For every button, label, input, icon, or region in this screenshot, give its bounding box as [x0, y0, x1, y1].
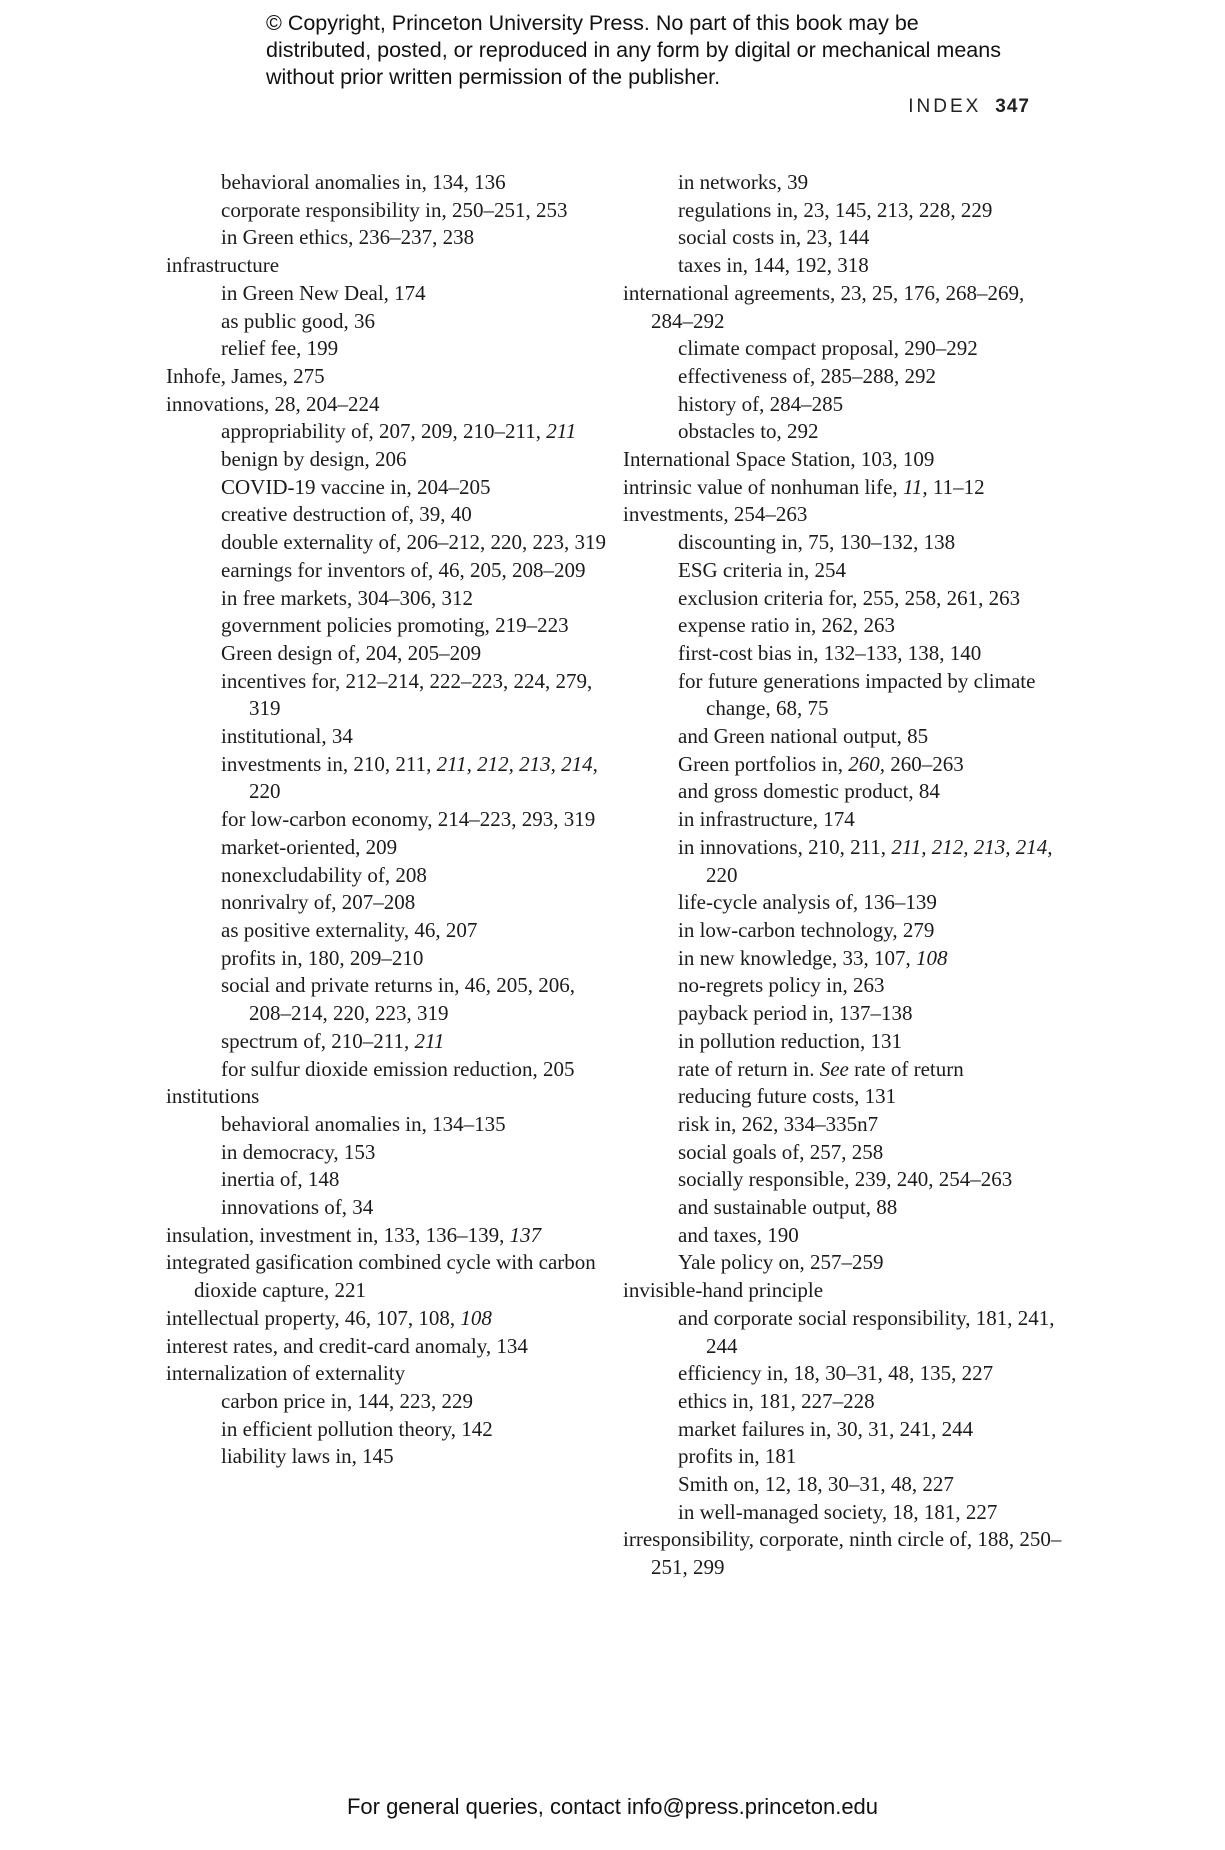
entry-text: investments in, 210, 211, [221, 751, 437, 776]
entry-text: nonexcludability of, 208 [221, 862, 427, 887]
entry-text-after: rate of return [848, 1056, 964, 1081]
index-subentry [166, 1111, 606, 1139]
entry-text: Yale policy on, 257–259 [678, 1250, 884, 1275]
entry-text: taxes in, 144, 192, 318 [678, 253, 869, 278]
index-entry [623, 446, 1063, 474]
entry-text: International Space Station, 103, 109 [623, 447, 935, 472]
entry-text: for future generations impacted by climate change, 68, 75 [678, 668, 1036, 721]
entry-text: internalization of externality [166, 1361, 406, 1386]
index-column-right [623, 169, 1063, 1582]
entry-text: in infrastructure, 174 [678, 807, 855, 832]
index-subentry [623, 224, 1063, 252]
entry-text: first-cost bias in, 132–133, 138, 140 [678, 640, 982, 665]
index-subentry [166, 862, 606, 890]
index-subentry [623, 1305, 1063, 1360]
index-subentry [623, 806, 1063, 834]
index-subentry [166, 1028, 606, 1056]
index-subentry [166, 723, 606, 751]
index-subentry [166, 668, 606, 723]
index-subentry [623, 668, 1063, 723]
entry-italic-ref: 108 [915, 945, 948, 970]
entry-text: and sustainable output, 88 [678, 1195, 898, 1220]
entry-text: life-cycle analysis of, 136–139 [678, 890, 937, 915]
entry-text: social costs in, 23, 144 [678, 225, 870, 250]
index-subentry [623, 1139, 1063, 1167]
entry-text: Green design of, 204, 205–209 [221, 640, 482, 665]
index-subentry [623, 1111, 1063, 1139]
entry-text: exclusion criteria for, 255, 258, 261, 263 [678, 585, 1021, 610]
entry-text: innovations, 28, 204–224 [166, 391, 380, 416]
entry-text: market failures in, 30, 31, 241, 244 [678, 1416, 974, 1441]
index-subentry [166, 972, 606, 1027]
entry-text: carbon price in, 144, 223, 229 [221, 1388, 473, 1413]
entry-text-after: 220 [706, 862, 738, 887]
index-subentry [623, 1360, 1063, 1388]
entry-text: in efficient pollution theory, 142 [221, 1416, 493, 1441]
entry-italic-ref: 108 [460, 1305, 492, 1330]
index-subentry [166, 1388, 606, 1416]
entry-text: institutions [166, 1084, 260, 1109]
running-head-title: INDEX [908, 96, 982, 117]
entry-text: in democracy, 153 [221, 1139, 376, 1164]
entry-text: risk in, 262, 334–335n7 [678, 1111, 879, 1136]
index-subentry [623, 197, 1063, 225]
entry-text: payback period in, 137–138 [678, 1001, 913, 1026]
entry-text-after: 11–12 [927, 474, 985, 499]
entry-text: regulations in, 23, 145, 213, 228, 229 [678, 197, 993, 222]
entry-text: efficiency in, 18, 30–31, 48, 135, 227 [678, 1361, 994, 1386]
entry-text: international agreements, 23, 25, 176, 268–269, 284–292 [623, 280, 1025, 333]
entry-text: interest rates, and credit-card anomaly, 134 [166, 1333, 528, 1358]
index-subentry [623, 1499, 1063, 1527]
entry-text: behavioral anomalies in, 134, 136 [221, 170, 506, 194]
index-subentry [623, 557, 1063, 585]
entry-text: in Green New Deal, 174 [221, 280, 426, 305]
index-subentry [623, 723, 1063, 751]
index-subentry [623, 1194, 1063, 1222]
index-subentry [166, 612, 606, 640]
entry-text: in networks, 39 [678, 170, 809, 194]
entry-italic-ref: 211, 212, 213, 214, [436, 751, 598, 776]
entry-text: insulation, investment in, 133, 136–139, [166, 1222, 510, 1247]
running-head [908, 96, 1030, 118]
index-subentry [623, 945, 1063, 973]
index-subentry [623, 751, 1063, 779]
entry-text: relief fee, 199 [221, 336, 339, 361]
entry-text: innovations of, 34 [221, 1195, 374, 1220]
entry-text-after: 260–263 [885, 751, 964, 776]
index-subentry [166, 418, 606, 446]
entry-text: irresponsibility, corporate, ninth circle of, 188, 250–251, 299 [623, 1527, 1062, 1580]
index-subentry [166, 1443, 606, 1471]
index-entry [166, 1222, 606, 1250]
index-subentry [623, 1000, 1063, 1028]
entry-text: infrastructure [166, 253, 280, 278]
entry-text: in new knowledge, 33, 107, [678, 945, 916, 970]
index-entry [623, 501, 1063, 529]
index-entry [623, 474, 1063, 502]
entry-text: behavioral anomalies in, 134–135 [221, 1111, 506, 1136]
index-entry [166, 363, 606, 391]
entry-text: double externality of, 206–212, 220, 223, 319 [221, 530, 606, 555]
index-subentry [166, 1056, 606, 1084]
index-subentry [166, 834, 606, 862]
copyright-notice: © Copyright, Princeton University Press. No part of this book may be distributed, posted, or reproduced in any form by digital or mechanical means without prior written permission of the publisher. [266, 11, 1001, 89]
index-subentry [166, 889, 606, 917]
index-subentry [166, 169, 606, 197]
entry-text: and taxes, 190 [678, 1222, 799, 1247]
entry-text: earnings for inventors of, 46, 205, 208–209 [221, 557, 586, 582]
entry-text: invisible-hand principle [623, 1278, 824, 1303]
index-subentry [623, 418, 1063, 446]
index-subentry [623, 612, 1063, 640]
index-subentry [166, 640, 606, 668]
entry-text: in pollution reduction, 131 [678, 1028, 902, 1053]
entry-text: in Green ethics, 236–237, 238 [221, 225, 475, 250]
index-subentry [623, 1443, 1063, 1471]
entry-text: reducing future costs, 131 [678, 1084, 897, 1109]
entry-text: history of, 284–285 [678, 391, 844, 416]
index-subentry [623, 1416, 1063, 1444]
page-number: 347 [995, 96, 1030, 117]
index-subentry [166, 806, 606, 834]
index-subentry [623, 529, 1063, 557]
entry-italic-ref: 211, 212, 213, 214, [891, 834, 1053, 859]
index-subentry [166, 474, 606, 502]
index-subentry [166, 501, 606, 529]
entry-text: nonrivalry of, 207–208 [221, 890, 416, 915]
entry-text: profits in, 181 [678, 1444, 797, 1469]
entry-text: for low-carbon economy, 214–223, 293, 319 [221, 807, 596, 832]
entry-italic-ref: See [819, 1056, 849, 1081]
entry-text: in low-carbon technology, 279 [678, 917, 935, 942]
entry-text: Inhofe, James, 275 [166, 363, 325, 388]
entry-text: ethics in, 181, 227–228 [678, 1388, 875, 1413]
index-subentry [623, 640, 1063, 668]
index-subentry [623, 1249, 1063, 1277]
entry-text: discounting in, 75, 130–132, 138 [678, 530, 956, 555]
index-subentry [166, 280, 606, 308]
index-entry [166, 1305, 606, 1333]
index-subentry [166, 529, 606, 557]
entry-italic-ref: 211 [546, 419, 577, 444]
entry-italic-ref: 211 [414, 1028, 445, 1053]
entry-text: government policies promoting, 219–223 [221, 613, 569, 638]
index-subentry [623, 889, 1063, 917]
index-subentry [623, 1222, 1063, 1250]
entry-text: and corporate social responsibility, 181, 241, 244 [678, 1305, 1055, 1358]
entry-italic-ref: 137 [509, 1222, 542, 1247]
entry-text: creative destruction of, 39, 40 [221, 502, 472, 527]
entry-text: integrated gasification combined cycle with carbon dioxide capture, 221 [166, 1250, 596, 1303]
entry-text: profits in, 180, 209–210 [221, 945, 424, 970]
index-subentry [623, 1166, 1063, 1194]
entry-text: in innovations, 210, 211, [678, 834, 892, 859]
entry-text: in free markets, 304–306, 312 [221, 585, 473, 610]
entry-text: and Green national output, 85 [678, 724, 929, 749]
index-subentry [623, 169, 1063, 197]
entry-text: Smith on, 12, 18, 30–31, 48, 227 [678, 1472, 954, 1497]
entry-text: intellectual property, 46, 107, 108, [166, 1305, 461, 1330]
index-subentry [623, 972, 1063, 1000]
index-subentry [623, 363, 1063, 391]
footer-contact: For general queries, contact info@press.princeton.edu [346, 1794, 879, 1819]
index-subentry [166, 917, 606, 945]
entry-text: ESG criteria in, 254 [678, 557, 846, 582]
entry-text: for sulfur dioxide emission reduction, 205 [221, 1056, 575, 1081]
index-column-left [166, 169, 606, 1471]
entry-text: expense ratio in, 262, 263 [678, 613, 895, 638]
entry-text: appropriability of, 207, 209, 210–211, [221, 419, 547, 444]
entry-text: intrinsic value of nonhuman life, [623, 474, 903, 499]
entry-text: incentives for, 212–214, 222–223, 224, 279, 319 [221, 668, 593, 721]
index-subentry [623, 1083, 1063, 1111]
index-entry [166, 252, 606, 280]
entry-text: COVID-19 vaccine in, 204–205 [221, 474, 491, 499]
index-subentry [166, 446, 606, 474]
index-entry [166, 1249, 606, 1304]
entry-text: liability laws in, 145 [221, 1444, 394, 1469]
index-subentry [623, 335, 1063, 363]
index-subentry [623, 1056, 1063, 1084]
entry-text: social goals of, 257, 258 [678, 1139, 884, 1164]
index-subentry [623, 1388, 1063, 1416]
entry-text: spectrum of, 210–211, [221, 1028, 415, 1053]
index-subentry [166, 197, 606, 225]
entry-text-after: 220 [249, 779, 281, 804]
index-subentry [166, 945, 606, 973]
entry-text: investments, 254–263 [623, 502, 808, 527]
entry-text: inertia of, 148 [221, 1167, 340, 1192]
entry-text: as positive externality, 46, 207 [221, 917, 478, 942]
index-subentry [166, 1194, 606, 1222]
index-subentry [166, 224, 606, 252]
index-subentry [166, 1166, 606, 1194]
entry-italic-ref: 11, [902, 474, 928, 499]
index-subentry [166, 585, 606, 613]
index-subentry [166, 335, 606, 363]
index-subentry [623, 778, 1063, 806]
index-subentry [166, 1416, 606, 1444]
entry-text: effectiveness of, 285–288, 292 [678, 363, 936, 388]
entry-text: climate compact proposal, 290–292 [678, 336, 978, 361]
entry-text: Green portfolios in, [678, 751, 849, 776]
index-subentry [623, 252, 1063, 280]
entry-text: as public good, 36 [221, 308, 375, 333]
index-subentry [623, 1028, 1063, 1056]
index-subentry [166, 308, 606, 336]
index-subentry [623, 917, 1063, 945]
index-subentry [623, 391, 1063, 419]
index-subentry [166, 1139, 606, 1167]
entry-text: benign by design, 206 [221, 447, 407, 472]
entry-text: rate of return in. [678, 1056, 820, 1081]
entry-text: corporate responsibility in, 250–251, 253 [221, 197, 568, 222]
index-entry [166, 391, 606, 419]
entry-italic-ref: 260, [848, 751, 886, 776]
index-entry [166, 1360, 606, 1388]
index-entry [166, 1083, 606, 1111]
entry-text: and gross domestic product, 84 [678, 779, 940, 804]
index-entry [166, 1333, 606, 1361]
index-entry [623, 280, 1063, 335]
index-subentry [166, 751, 606, 806]
entry-text: social and private returns in, 46, 205, 206, 208–214, 220, 223, 319 [221, 973, 576, 1026]
index-subentry [623, 585, 1063, 613]
entry-text: no-regrets policy in, 263 [678, 973, 885, 998]
entry-text: socially responsible, 239, 240, 254–263 [678, 1167, 1013, 1192]
index-subentry [623, 1471, 1063, 1499]
index-subentry [623, 834, 1063, 889]
index-entry [623, 1277, 1063, 1305]
entry-text: market-oriented, 209 [221, 834, 398, 859]
entry-text: obstacles to, 292 [678, 419, 819, 444]
entry-text: in well-managed society, 18, 181, 227 [678, 1499, 998, 1524]
entry-text: institutional, 34 [221, 724, 353, 749]
index-entry [623, 1526, 1063, 1581]
index-subentry [166, 557, 606, 585]
